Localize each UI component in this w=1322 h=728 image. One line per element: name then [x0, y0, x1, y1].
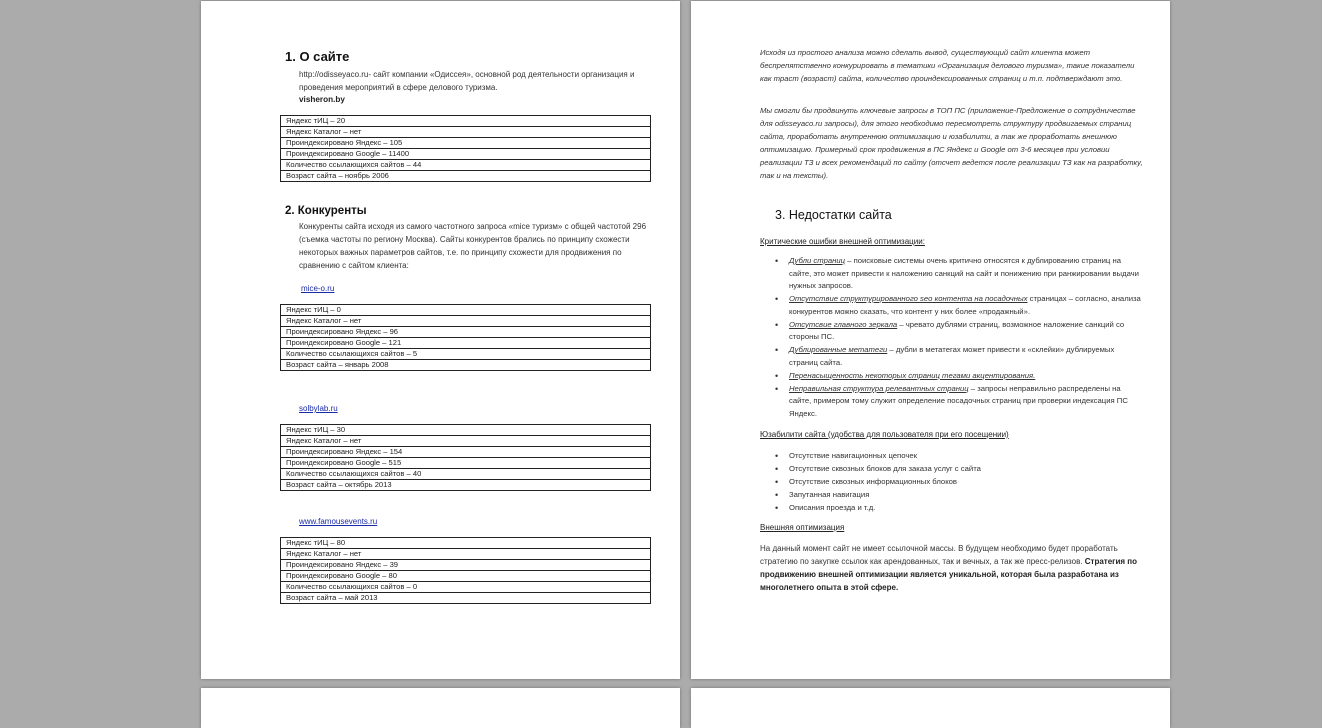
- competitor-3-table: [280, 537, 651, 604]
- list-item: • Отсутствие сквозных информационных блоков: [760, 476, 1144, 489]
- table-cell: Проиндексировано Google – 515: [281, 458, 651, 469]
- list-item-lead: Неправильная структура релевантных страниц: [789, 383, 969, 393]
- table-row: [281, 480, 651, 491]
- document-page-1: [201, 1, 680, 679]
- external-optimization-body: На данный момент сайт не имеет ссылочной массы. В будущем необходимо будет проработать стратегию по закупке ссылок как арендованных, так и вечных, а так же пресс-релизов.: [760, 544, 1118, 566]
- client-stats-table: [280, 115, 651, 182]
- table-row: [281, 549, 651, 560]
- list-item-text: – запросы неправильно распределены на сайте, примером тому служит определение посадочных страниц при проверки индексация ПС Яндекс.: [789, 383, 1128, 418]
- competitor-1-link[interactable]: mice-o.ru: [301, 284, 335, 293]
- table-cell: Количество ссылающихся сайтов – 0: [281, 582, 651, 593]
- section-1-heading: 1. О сайте: [285, 49, 350, 64]
- list-item: [760, 255, 1144, 293]
- document-page-2: [691, 1, 1170, 679]
- external-optimization-bold: Стратегия по продвижению внешней оптимизации является уникальной, которая была разработана из многолетнего опыта в этой сфере.: [760, 557, 1138, 592]
- list-item-lead: Отсутсвие главного зеркала: [789, 319, 898, 329]
- table-row: [281, 116, 651, 127]
- external-optimization-title: Внешняя оптимизация: [760, 523, 845, 532]
- table-row: [281, 538, 651, 549]
- table-cell: Количество ссылающихся сайтов – 40: [281, 469, 651, 480]
- list-item-text: – поисковые системы очень критично относятся к дублированию страниц на сайте, это может привести к наложению санкций на сайт и понижению при ранжировании выдачи нужных запросов.: [789, 256, 1139, 290]
- table-row: [281, 171, 651, 182]
- list-item: [760, 319, 1144, 344]
- table-row: [281, 316, 651, 327]
- table-cell: Яндекс тИЦ – 80: [281, 538, 651, 549]
- table-cell: Яндекс Каталог – нет: [281, 127, 651, 138]
- competitor-2-link[interactable]: solbylab.ru: [299, 404, 338, 413]
- list-item: [760, 370, 1144, 383]
- table-cell: Проиндексировано Google – 11400: [281, 149, 651, 160]
- list-item-lead: Дублированные метатеги: [789, 345, 888, 354]
- table-cell: Возраст сайта – май 2013: [281, 593, 651, 604]
- table-row: [281, 127, 651, 138]
- table-row: [281, 436, 651, 447]
- table-row: [281, 582, 651, 593]
- list-item: [760, 293, 1144, 318]
- section-2-intro: Конкуренты сайта исходя из самого частотного запроса «mice туризм» с общей частотой 296 (съемка частоты по региону Москва). Сайты конкурентов брались по принципу схожести некоторых важных параметров сайтов, т.е. по принципу схожести для продвижения по сравнению с сайтом клиента:: [299, 222, 647, 270]
- section-3-heading: 3. Недостатки сайта: [775, 208, 892, 222]
- list-item: • Отсутствие навигационных цепочек: [760, 450, 1144, 463]
- document-page-3: [201, 688, 680, 728]
- table-row: [281, 305, 651, 316]
- table-cell: Возраст сайта – ноябрь 2006: [281, 171, 651, 182]
- list-item: • Запутанная навигация: [760, 489, 1144, 502]
- table-cell: Яндекс тИЦ – 20: [281, 116, 651, 127]
- table-cell: Проиндексировано Google – 80: [281, 571, 651, 582]
- list-item: • Отсутствие сквозных блоков для заказа услуг с сайта: [760, 463, 1144, 476]
- table-cell: Количество ссылающихся сайтов – 5: [281, 349, 651, 360]
- table-cell: Яндекс Каталог – нет: [281, 436, 651, 447]
- list-item-lead: Дубли страниц: [789, 256, 846, 265]
- external-optimization-text: [760, 542, 1144, 594]
- competitor-1-table: [280, 304, 651, 371]
- table-cell: Проиндексировано Яндекс – 105: [281, 138, 651, 149]
- competitor-3-link[interactable]: www.famousevents.ru: [299, 517, 378, 526]
- table-row: [281, 360, 651, 371]
- table-cell: Проиндексировано Яндекс – 96: [281, 327, 651, 338]
- table-row: [281, 349, 651, 360]
- list-item: • Описания проезда и т.д.: [760, 502, 1144, 515]
- table-row: [281, 138, 651, 149]
- table-cell: Количество ссылающихся сайтов – 44: [281, 160, 651, 171]
- table-cell: Яндекс тИЦ – 30: [281, 425, 651, 436]
- table-row: [281, 338, 651, 349]
- section-1-intro: http://odisseyaco.ru- сайт компании «Одиссея», основной род деятельности организация и проведения мероприятий в сфере делового туризма.: [299, 70, 635, 92]
- table-row: [281, 593, 651, 604]
- list-item-lead: Перенасыщенность некоторых страниц тегами акцентирования.: [789, 370, 1036, 380]
- table-cell: Возраст сайта – январь 2008: [281, 360, 651, 371]
- critical-errors-list: [760, 255, 1144, 421]
- list-item: [760, 344, 1144, 369]
- table-row: [281, 327, 651, 338]
- competitor-2-table: [280, 424, 651, 491]
- table-cell: Проиндексировано Яндекс – 39: [281, 560, 651, 571]
- table-cell: Возраст сайта – октябрь 2013: [281, 480, 651, 491]
- list-item-lead: Отсутствие структурированного seo контента на посадочных: [789, 294, 1028, 303]
- table-cell: Проиндексировано Яндекс – 154: [281, 447, 651, 458]
- table-row: [281, 458, 651, 469]
- list-item: [760, 383, 1144, 421]
- document-page-4: [691, 688, 1170, 728]
- critical-errors-title: Критические ошибки внешней оптимизации:: [760, 237, 925, 246]
- table-row: [281, 447, 651, 458]
- table-row: [281, 469, 651, 480]
- analysis-paragraph: Исходя из простого анализа можно сделать вывод, существующий сайт клиента может беспрепятственно конкурировать в тематики «Организация делового туризма», такие показатели как траст (возраст) сайта, количество проиндексированных страниц и т.п. подтверждают это.: [760, 48, 1135, 83]
- list-item-text: – дубли в метатегах может привести к «склейки» дублируемых страниц сайта.: [789, 345, 1115, 367]
- table-cell: Яндекс тИЦ – 0: [281, 305, 651, 316]
- table-row: [281, 160, 651, 171]
- table-row: [281, 560, 651, 571]
- promotion-paragraph: Мы смогли бы продвинуть ключевые запросы в ТОП ПС (приложение-Предложение о сотрудничестве для odisseyaco.ru запросы), для этого необходимо пересмотреть структуру продвигаемых страниц сайта, проработать внутреннюю оптимизацию и юзабилити, а так же проработать внешнюю оптимизацию. Примерный срок продвижения в ПС Яндекс и Google от 3-6 месяцев при условии реализации ТЗ и всех рекомендаций по сайту (отсчет ведется после реализации ТЗ как на разработку, так и на тексты).: [760, 106, 1143, 180]
- table-row: [281, 571, 651, 582]
- client-site-name: visheron.by: [299, 95, 345, 104]
- table-cell: Яндекс Каталог – нет: [281, 316, 651, 327]
- list-item-text: – чревато дублями страниц, возможное наложение санкций со стороны ПС.: [789, 319, 1125, 341]
- table-row: [281, 425, 651, 436]
- table-row: [281, 149, 651, 160]
- list-item-text: страницах – согласно, анализа конкурентов можно сказать, что контент у них более «продажный».: [789, 294, 1141, 316]
- section-2-heading: 2. Конкуренты: [285, 205, 367, 217]
- usability-list: [760, 450, 1144, 515]
- table-cell: Яндекс Каталог – нет: [281, 549, 651, 560]
- table-cell: Проиндексировано Google – 121: [281, 338, 651, 349]
- usability-title: Юзабилити сайта (удобства для пользователя при его посещении): [760, 430, 1009, 439]
